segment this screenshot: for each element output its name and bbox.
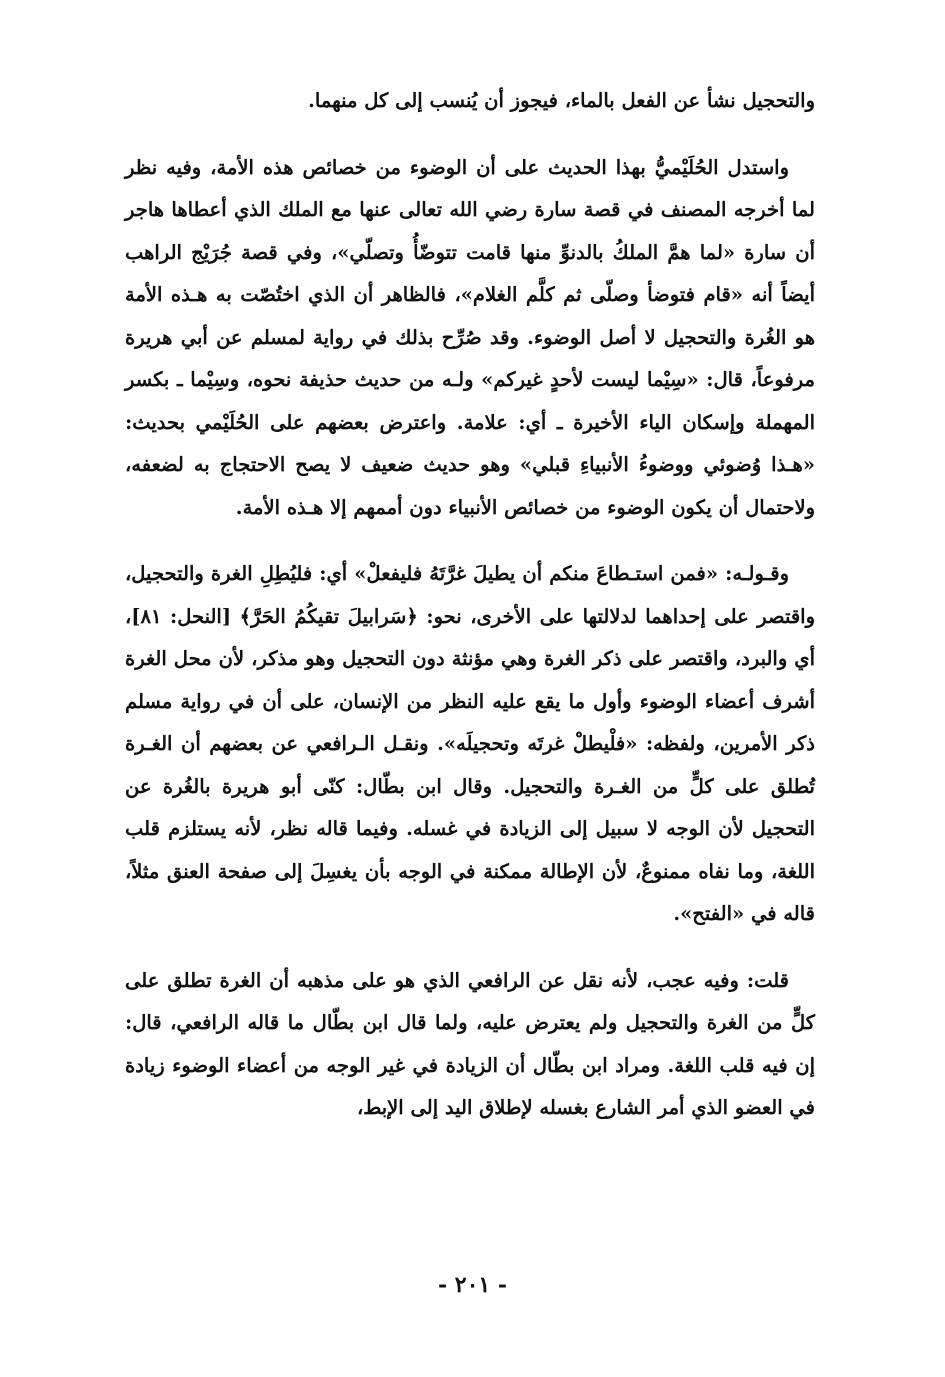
paragraph-gap xyxy=(125,123,815,147)
body-text xyxy=(125,80,815,1130)
paragraph-gap xyxy=(125,529,815,553)
paragraph-1: والتحجيل نشأ عن الفعل بالماء، فيجوز أن يُنسب إلى كل منهما. xyxy=(308,89,815,112)
paragraph-3: وقـولـه: «فمن استـطاعَ منكم أن يطيلَ غرَّتَهُ فليفعلْ» أي: فليُطِلِ الغرة والتحجيل، واقتصر على إحداهما لدلالتها على الأخرى، نحو: ﴿سَرابيلَ تقيكُمُ الحَرَّ﴾ [النحل: ٨١]، أي والبرد، واقتصر على ذكر الغرة وهي مؤنثة دون التحجيل وهو مذكر، لأن محل الغرة أشرف أعضاء الوضوء وأول ما يقع عليه النظر من الإنسان، على أن في رواية مسلم ذكر الأمرين، ولفظه: «فلْيطلْ غرتَه وتحجيلَه». ونقـل الـرافعي عن بعضهم أن الغـرة تُطلق على كلٍّ من الغـرة والتحجيل. وقال ابن بطّال: كنّى أبو هريرة بالغُرة عن التحجيل لأن الوجه لا سبيل إلى الزيادة في غسله. وفيما قاله نظر، لأنه يستلزم قلب اللغة، وما نفاه ممنوعٌ، لأن الإطالة ممكنة في الوجه بأن يغسِلَ إلى صفحة العنق مثلاً، قاله في «الفتح». xyxy=(125,562,815,925)
page-number: - ٢٠١ - xyxy=(437,1272,508,1298)
paragraph-gap xyxy=(125,936,815,960)
paragraph-2: واستدل الحُلَيْميُّ بهذا الحديث على أن الوضوء من خصائص هذه الأمة، وفيه نظر لما أخرجه المصنف في قصة سارة رضي الله تعالى عنها مع الملك الذي أعطاها هاجر أن سارة «لما همَّ الملكُ بالدنوِّ منها قامت تتوضّأُ وتصلّي»، وفي قصة جُرَيْج الراهب أيضاً أنه «قام فتوضأ وصلّى ثم كلَّم الغلام»، فالظاهر أن الذي اختُصّت به هـذه الأمة هو الغُرة والتحجيل لا أصل الوضوء. وقد صُرِّح بذلك في رواية لمسلم عن أبي هريرة مرفوعاً، قال: «سِيْما ليست لأحدٍ غيركم» ولـه من حديث حذيفة نحوه، وسِيْما ـ بكسر المهملة وإسكان الياء الأخيرة ـ أي: علامة. واعترض بعضهم على الحُلَيْمي بحديث: «هـذا وُضوئي ووضوءُ الأنبياءِ قبلي» وهو حديث ضعيف لا يصح الاحتجاج به لضعفه، ولاحتمال أن يكون الوضوء من خصائص الأنبياء دون أممهم إلا هـذه الأمة. xyxy=(125,155,815,519)
paragraph-4: قلت: وفيه عجب، لأنه نقل عن الرافعي الذي هو على مذهبه أن الغرة تطلق على كلٍّ من الغرة والتحجيل ولم يعترض عليه، ولما قال ابن بطّال ما قاله الرافعي، قال: إن فيه قلب اللغة. ومراد ابن بطّال أن الزيادة في غير الوجه من أعضاء الوضوء زيادة في العضو الذي أمر الشارع بغسله لإطلاق اليد إلى الإبط، xyxy=(125,968,815,1119)
